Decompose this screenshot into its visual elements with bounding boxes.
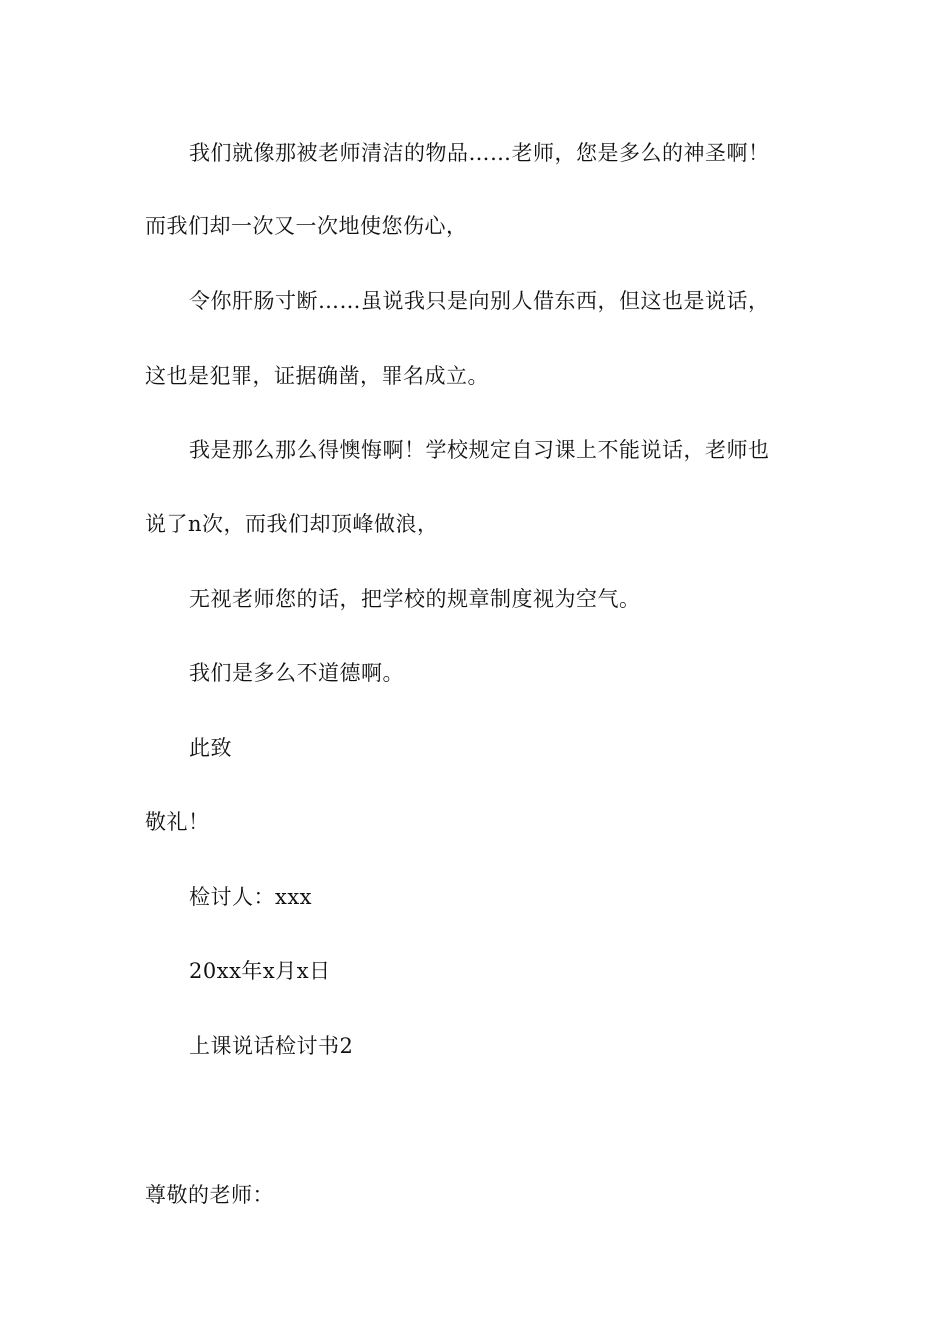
section-title: 上课说话检讨书2 <box>189 1034 354 1058</box>
closing-regards: 敬礼！ <box>145 810 210 834</box>
paragraph-line-4: 这也是犯罪，证据确凿，罪名成立。 <box>145 364 489 388</box>
paragraph-line-2: 而我们却一次又一次地使您伤心， <box>145 214 468 238</box>
paragraph-line-7: 无视老师您的话，把学校的规章制度视为空气。 <box>189 587 641 611</box>
paragraph-line-3: 令你肝肠寸断……虽说我只是向别人借东西，但这也是说话， <box>189 289 770 313</box>
paragraph-line-6: 说了n次，而我们却顶峰做浪， <box>145 512 439 536</box>
paragraph-line-1: 我们就像那被老师清洁的物品……老师，您是多么的神圣啊！ <box>189 141 770 165</box>
signature-name: 检讨人：xxx <box>189 885 313 909</box>
greeting-line: 尊敬的老师： <box>145 1183 274 1207</box>
signature-date: 20xx年x月x日 <box>189 959 331 983</box>
paragraph-line-5: 我是那么那么得懊悔啊！学校规定自习课上不能说话，老师也 <box>189 438 770 462</box>
paragraph-line-8: 我们是多么不道德啊。 <box>189 661 404 685</box>
closing-salutation: 此致 <box>189 736 232 760</box>
